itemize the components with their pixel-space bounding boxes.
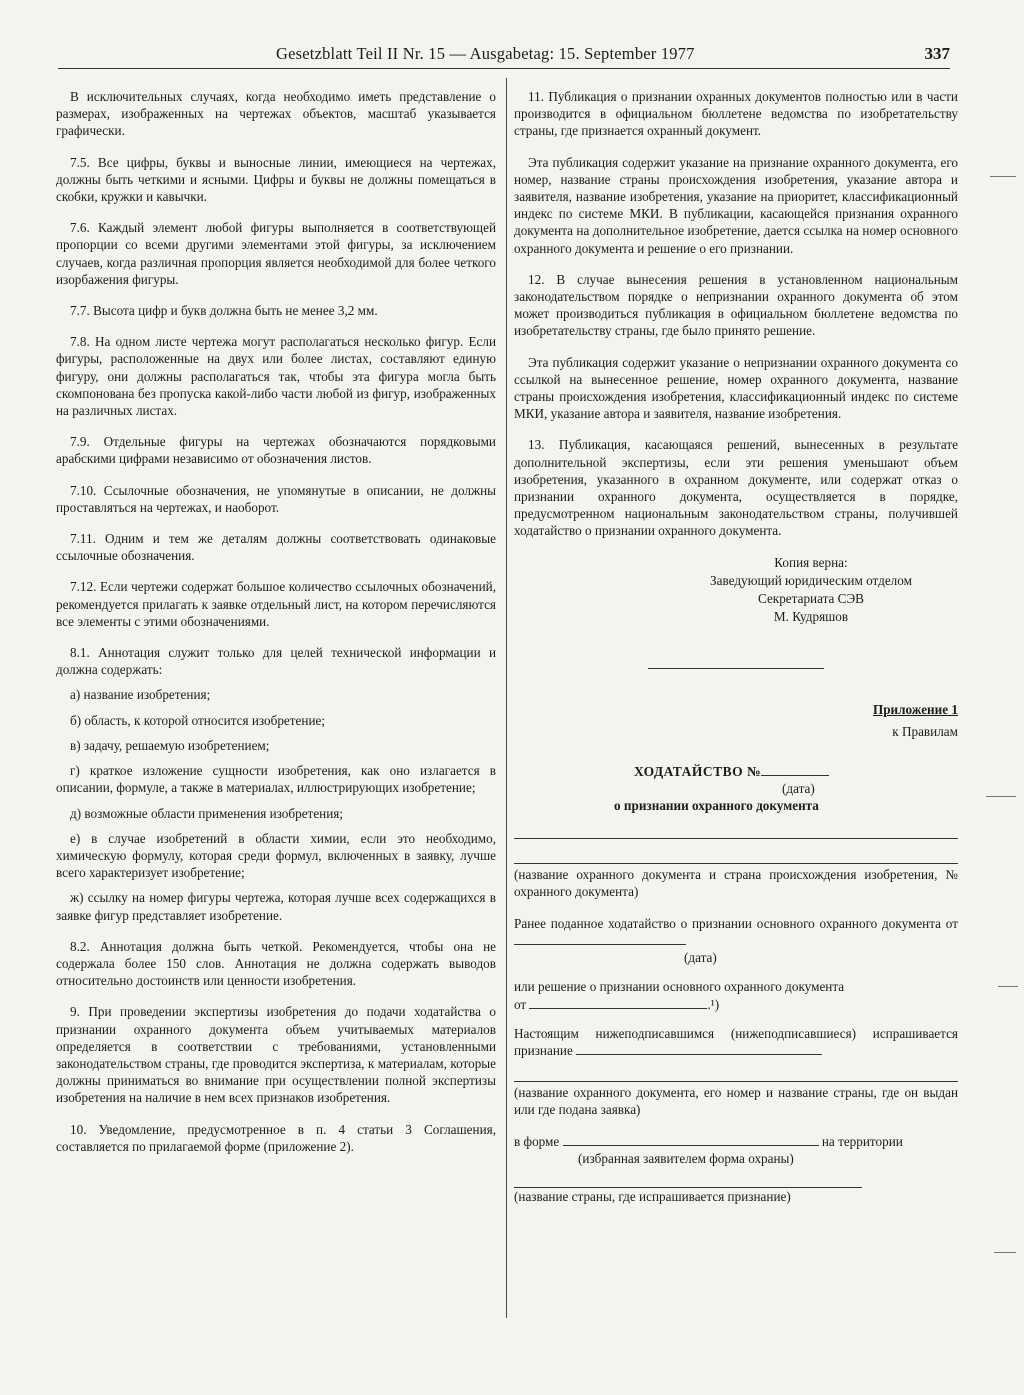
annex-subtitle: к Правилам [892,723,958,739]
form-text [514,915,958,949]
form-from-label: от [514,996,527,1012]
form-blank-line[interactable] [514,1081,958,1082]
list-item: б) область, к которой относится изобретение; [70,712,326,728]
paragraph-7-8: 7.8. На одном листе чертежа могут располагаться несколько фигур. Если фигуры, расположенные на двух или более листах, составляют единую фигуру, они должны располагаться так, чтобы эта фигура могла быть скомпонована без пропуска какой-либо части любой из фигур, изображенных на различных листах. [56,334,496,419]
petition-form [514,838,958,1205]
signature-name: М. Кудряшов [773,608,849,624]
form-label: в форме [514,1133,560,1149]
page-number: 337 [924,44,950,63]
paragraph-8-2: 8.2. Аннотация должна быть четкой. Рекомендуется, чтобы она не содержала более 150 слов. Аннотация не должна содержать выводов относительно достоинств или ценности изобретения. [56,938,496,989]
form-caption: (название страны, где испрашивается признание) [514,1188,791,1204]
paragraph-11: 11. Публикация о признании охранных документов полностью или в части производится в официальном бюллетене ведомства по изобретательству страны, где признается охранный документ. [514,89,958,139]
form-text-decision: или решение о признании основного охранного документа [514,979,845,995]
paragraph-7-7: 7.7. Высота цифр и букв должна быть не менее 3,2 мм. [70,303,378,319]
paragraph-12: 12. В случае вынесения решения в установленном национальным законодательством порядке о непризнании охранного документа об этом может производиться публикация в официальном бюллетене ведомства по изобретательству страны, где было принято решение. [514,271,958,339]
form-caption: (дата) [684,950,717,966]
petition-subtitle: о признании охранного документа [614,798,819,814]
paragraph: Эта публикация содержит указание на признание охранного документа, его номер, название страны происхождения изобретения, указание автора и заявителя, название изобретения, указание на приоритет, классификационный индекс по системе МКИ. В публикации, касающейся признания охранного документа на дополнительное изобретение, дается ссылка на номер основного охранного документа и решение о его признании. [514,154,958,256]
paragraph-7-10: 7.10. Ссылочные обозначения, не упомянутые в описании, не должны проставляться на чертежах, и наоборот. [56,482,496,515]
territory-label: на территории [821,1133,903,1149]
paragraph-7-5: 7.5. Все цифры, буквы и выносные линии, имеющиеся на чертежах, должны быть четкими и ясными. Цифры и буквы не должны помещаться в скобки, кружки и кавычки. [56,154,496,205]
form-text-undersigned: Настоящим нижеподписавшимся (нижеподписавшиеся) испрашивается признание [514,1025,958,1058]
petition-number-blank[interactable] [761,775,829,776]
signature-line: Секретариата СЭВ [758,590,864,606]
signature-line: Копия верна: [774,554,848,570]
form-text [514,1025,958,1059]
page-header [58,44,950,70]
petition-heading [514,763,958,815]
margin-mark [986,796,1016,797]
list-item: в) задачу, решаемую изобретением; [70,737,270,753]
margin-mark [990,176,1016,177]
form-caption: (избранная заявителем форма охраны) [578,1150,794,1166]
form-text [514,1133,958,1150]
form-blank-line[interactable] [514,838,958,839]
gazette-title: Gesetzblatt Teil II Nr. 15 — Ausgabetag: 15. September 1977 [276,44,695,63]
paragraph-7-12: 7.12. Если чертежи содержат большое количество ссылочных обозначений, рекомендуется прилагать к заявке отдельный лист, на котором перечисляются все элементы с этими обозначениями. [56,579,496,629]
petition-date-label: (дата) [782,780,815,796]
paragraph-7-9: 7.9. Отдельные фигуры на чертежах обозначаются порядковыми арабскими цифрами независимо от обозначения листов. [56,434,496,467]
paragraph-10: 10. Уведомление, предусмотренное в п. 4 статьи 3 Соглашения, составляется по прилагаемой форме (приложение 2). [56,1121,496,1154]
list-item: а) название изобретения; [70,687,211,703]
form-caption: (название охранного документа, его номер и название страны, где он выдан или где подана заявка) [514,1085,958,1118]
column-divider [506,78,507,1318]
paragraph-7-11: 7.11. Одним и тем же деталям должны соответствовать одинаковые ссылочные обозначения. [56,531,496,564]
signature-block [514,554,958,626]
header-rule [58,68,950,69]
date-blank[interactable] [514,944,686,945]
margin-mark [998,986,1018,987]
form-blank-line[interactable] [514,863,958,864]
footnote-ref: .¹) [707,996,720,1012]
date-blank[interactable] [529,1008,707,1009]
form-text-prior: Ранее поданное ходатайство о признании основного охранного документа от [514,915,958,931]
annex-title: Приложение 1 [872,701,958,717]
list-item: д) возможные области применения изобретения; [70,805,344,821]
list-item: ж) ссылку на номер фигуры чертежа, которая лучше всех содержащихся в заявке фигур представляет изобретение. [56,890,496,923]
form-text [514,978,958,1012]
petition-title: ХОДАТАЙСТВО № [634,763,762,779]
list-item: е) в случае изобретений в области химии, если это необходимо, химическую формулу, которая среди формул, включенных в заявку, лучше всего характеризует изобретение; [56,830,496,881]
left-column [56,88,496,1169]
paragraph-13: 13. Публикация, касающаяся решений, вынесенных в результате дополнительной экспертизы, если эти решения уменьшают объем изобретения, указанного в охранном документе, или содержат отказ о признании охранного документа, осуществляется в порядке, предусмотренном национальным законодательством страны, получившей ходатайство о признании охранного документа. [514,437,958,539]
annex-heading [514,699,958,743]
signature-line: Заведующий юридическим отделом [710,572,912,588]
separator-rule [648,668,824,669]
form-caption: (название охранного документа и страна происхождения изобретения, № охранного документа) [514,867,958,900]
paragraph-7-6: 7.6. Каждый элемент любой фигуры выполняется в соответствующей пропорции со всеми другими элементами этой фигуры, за исключением случаев, когда различная пропорция является необходимой для более четкого изорбажения фигуры. [56,220,496,287]
document-blank[interactable] [576,1054,822,1055]
protection-form-blank[interactable] [563,1145,819,1146]
paragraph-8-1: 8.1. Аннотация служит только для целей технической информации и должна содержать: [56,645,496,678]
paragraph: Эта публикация содержит указание о непризнании охранного документа со ссылкой на вынесенное решение, номер охранного документа, название страны происхождения изобретения, классификационный индекс по системе МКИ, указание автора и заявителя, название изобретения. [514,354,958,422]
margin-mark [994,1252,1016,1253]
paragraph: В исключительных случаях, когда необходимо иметь представление о размерах, изображенных на чертежах объектов, масштаб указывается графически. [56,89,496,139]
paragraph-9: 9. При проведении экспертизы изобретения до подачи ходатайства о признании охранного документа объем учитываемых материалов определяется в соответствии с требованиями, установленными законодательством страны, где проводится экспертиза, к материалам, которые должны приниматься во внимание при осуществлении полной экспертизы изобретения на наличие в нем всех признаков изобретения. [56,1004,496,1106]
right-column [514,88,958,1205]
list-item: г) краткое изложение сущности изобретения, как оно излагается в описании, формуле, а также в материалах, иллюстрирующих изобретение; [56,763,496,796]
